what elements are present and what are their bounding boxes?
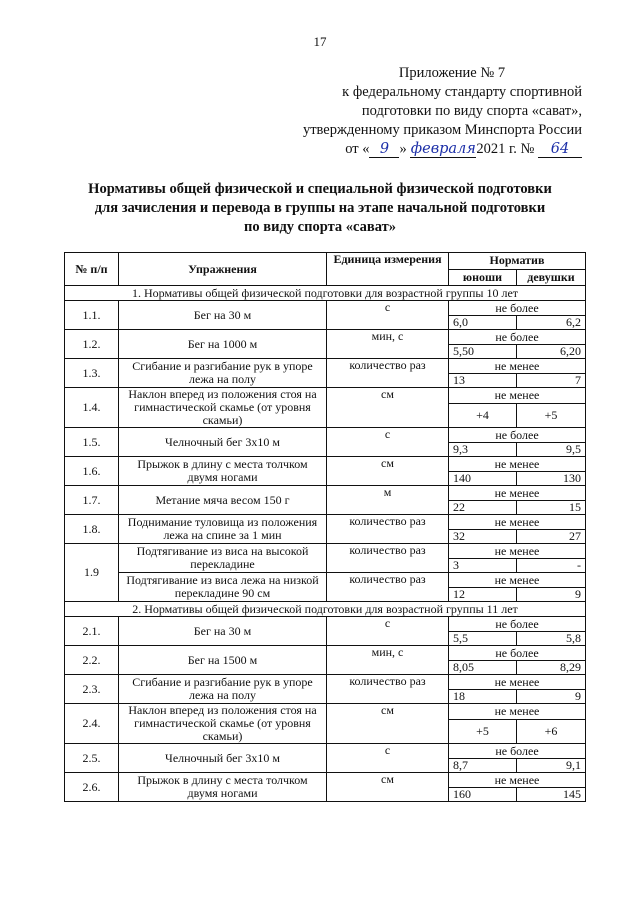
exercise-name: Поднимание туловища из положения лежа на спине за 1 мин — [119, 515, 327, 544]
unit-of-measure: с — [327, 744, 449, 773]
value-girls: 5,8 — [517, 632, 586, 646]
appendix-title: Приложение № 7 — [398, 65, 506, 81]
value-girls: 27 — [517, 530, 586, 544]
norm-condition: не менее — [449, 675, 586, 690]
unit-of-measure: количество раз — [327, 359, 449, 388]
header-boys: юноши — [449, 269, 517, 286]
appendix-line-3: утвержденному приказом Минспорта России — [302, 122, 582, 138]
norm-condition: не менее — [449, 457, 586, 472]
value-boys: 3 — [449, 559, 517, 573]
exercise-name: Прыжок в длину с места толчком двумя ногами — [119, 773, 327, 802]
unit-of-measure: с — [327, 428, 449, 457]
table-row — [65, 573, 586, 588]
value-boys: 6,0 — [449, 316, 517, 330]
value-boys: 5,5 — [449, 632, 517, 646]
row-number: 1.8. — [65, 515, 119, 544]
row-number: 1.3. — [65, 359, 119, 388]
table-row — [65, 544, 586, 559]
norm-condition: не менее — [449, 704, 586, 720]
unit-of-measure: мин, с — [327, 330, 449, 359]
table-row — [65, 515, 586, 530]
value-girls: 6,2 — [517, 316, 586, 330]
value-boys: 160 — [449, 788, 517, 802]
unit-of-measure: м — [327, 486, 449, 515]
value-girls: 15 — [517, 501, 586, 515]
exercise-name: Наклон вперед из положения стоя на гимнастической скамье (от уровня скамьи) — [119, 704, 327, 744]
value-girls: 9,1 — [517, 759, 586, 773]
norm-condition: не более — [449, 330, 586, 345]
header-exercise: Упражнения — [119, 253, 327, 286]
appendix-line-2: подготовки по виду спорта «сават», — [361, 103, 582, 119]
section-row — [65, 602, 586, 617]
exercise-name: Бег на 30 м — [119, 617, 327, 646]
row-number: 1.7. — [65, 486, 119, 515]
exercise-name: Бег на 1500 м — [119, 646, 327, 675]
table-row — [65, 457, 586, 472]
value-boys: 22 — [449, 501, 517, 515]
exercise-name: Бег на 30 м — [119, 301, 327, 330]
table-row — [65, 428, 586, 443]
value-girls: 9,5 — [517, 443, 586, 457]
appendix-block — [282, 64, 582, 159]
norms-table-body — [65, 286, 586, 802]
table-row — [65, 773, 586, 788]
section-title: 1. Нормативы общей физической подготовки для возрастной группы 10 лет — [65, 286, 586, 301]
exercise-name: Прыжок в длину с места толчком двумя ногами — [119, 457, 327, 486]
table-row — [65, 486, 586, 501]
norm-condition: не менее — [449, 515, 586, 530]
value-boys: +4 — [449, 403, 517, 427]
exercise-name: Челночный бег 3x10 м — [119, 428, 327, 457]
handwritten-day: 9 — [369, 141, 399, 158]
header-girls: девушки — [517, 269, 586, 286]
handwritten-month: февраля — [410, 141, 476, 157]
exercise-name: Подтягивание из виса лежа на низкой перекладине 90 см — [119, 573, 327, 602]
row-number: 2.5. — [65, 744, 119, 773]
page-number: 17 — [313, 34, 327, 49]
row-number: 1.5. — [65, 428, 119, 457]
header-norm: Норматив — [449, 253, 586, 270]
norm-condition: не менее — [449, 573, 586, 588]
document-heading — [40, 180, 600, 237]
norm-condition: не более — [449, 301, 586, 316]
heading-line-2: для зачисления и перевода в группы на этапе начальной подготовки — [94, 200, 546, 216]
appendix-line-1: к федеральному стандарту спортивной — [342, 84, 582, 100]
norm-condition: не более — [449, 428, 586, 443]
table-row — [65, 646, 586, 661]
unit-of-measure: мин, с — [327, 646, 449, 675]
unit-of-measure: с — [327, 301, 449, 330]
table-row — [65, 330, 586, 345]
exercise-name: Метание мяча весом 150 г — [119, 486, 327, 515]
value-girls: 8,29 — [517, 661, 586, 675]
value-boys: +5 — [449, 719, 517, 743]
handwritten-order-number: 64 — [538, 141, 582, 158]
table-row — [65, 617, 586, 632]
row-number: 2.3. — [65, 675, 119, 704]
exercise-name: Наклон вперед из положения стоя на гимнастической скамье (от уровня скамьи) — [119, 388, 327, 428]
row-number: 2.4. — [65, 704, 119, 744]
date-mid: » — [399, 141, 407, 157]
value-girls: 130 — [517, 472, 586, 486]
unit-of-measure: количество раз — [327, 515, 449, 544]
value-boys: 5,50 — [449, 345, 517, 359]
value-girls: 9 — [517, 690, 586, 704]
table-row — [65, 388, 586, 404]
value-boys: 18 — [449, 690, 517, 704]
norm-condition: не менее — [449, 359, 586, 374]
unit-of-measure: с — [327, 617, 449, 646]
row-number: 2.1. — [65, 617, 119, 646]
row-number: 1.1. — [65, 301, 119, 330]
value-boys: 32 — [449, 530, 517, 544]
norms-table — [64, 252, 586, 802]
unit-of-measure: количество раз — [327, 675, 449, 704]
unit-of-measure: количество раз — [327, 573, 449, 602]
header-num: № п/п — [65, 253, 119, 286]
table-row — [65, 744, 586, 759]
row-number: 1.6. — [65, 457, 119, 486]
unit-of-measure: см — [327, 388, 449, 428]
value-boys: 8,7 — [449, 759, 517, 773]
value-boys: 13 — [449, 374, 517, 388]
unit-of-measure: количество раз — [327, 544, 449, 573]
value-girls: 145 — [517, 788, 586, 802]
table-row — [65, 675, 586, 690]
value-boys: 12 — [449, 588, 517, 602]
section-title: 2. Нормативы общей физической подготовки для возрастной группы 11 лет — [65, 602, 586, 617]
norm-condition: не более — [449, 744, 586, 759]
exercise-name: Подтягивание из виса на высокой перекладине — [119, 544, 327, 573]
row-number: 1.4. — [65, 388, 119, 428]
date-prefix: от « — [345, 141, 370, 157]
date-year: 2021 г. № — [476, 141, 535, 157]
value-girls: 7 — [517, 374, 586, 388]
norm-condition: не менее — [449, 544, 586, 559]
unit-of-measure: см — [327, 457, 449, 486]
table-row — [65, 301, 586, 316]
norm-condition: не менее — [449, 773, 586, 788]
heading-line-1: Нормативы общей физической и специальной физической подготовки — [88, 181, 552, 197]
norm-condition: не менее — [449, 388, 586, 404]
value-boys: 8,05 — [449, 661, 517, 675]
value-girls: +5 — [517, 403, 586, 427]
norm-condition: не менее — [449, 486, 586, 501]
value-girls: 9 — [517, 588, 586, 602]
table-row — [65, 704, 586, 720]
norm-condition: не более — [449, 617, 586, 632]
exercise-name: Сгибание и разгибание рук в упоре лежа на полу — [119, 675, 327, 704]
value-boys: 140 — [449, 472, 517, 486]
value-girls: +6 — [517, 719, 586, 743]
heading-line-3: по виду спорта «сават» — [244, 219, 396, 235]
row-number: 1.9 — [65, 544, 119, 602]
row-number: 2.6. — [65, 773, 119, 802]
row-number: 1.2. — [65, 330, 119, 359]
value-girls: 6,20 — [517, 345, 586, 359]
exercise-name: Челночный бег 3x10 м — [119, 744, 327, 773]
header-unit: Единица измерения — [327, 253, 449, 286]
unit-of-measure: см — [327, 704, 449, 744]
section-row — [65, 286, 586, 301]
exercise-name: Бег на 1000 м — [119, 330, 327, 359]
norm-condition: не более — [449, 646, 586, 661]
row-number: 2.2. — [65, 646, 119, 675]
exercise-name: Сгибание и разгибание рук в упоре лежа на полу — [119, 359, 327, 388]
value-girls: - — [517, 559, 586, 573]
unit-of-measure: см — [327, 773, 449, 802]
value-boys: 9,3 — [449, 443, 517, 457]
appendix-date-line — [282, 140, 582, 159]
table-row — [65, 359, 586, 374]
